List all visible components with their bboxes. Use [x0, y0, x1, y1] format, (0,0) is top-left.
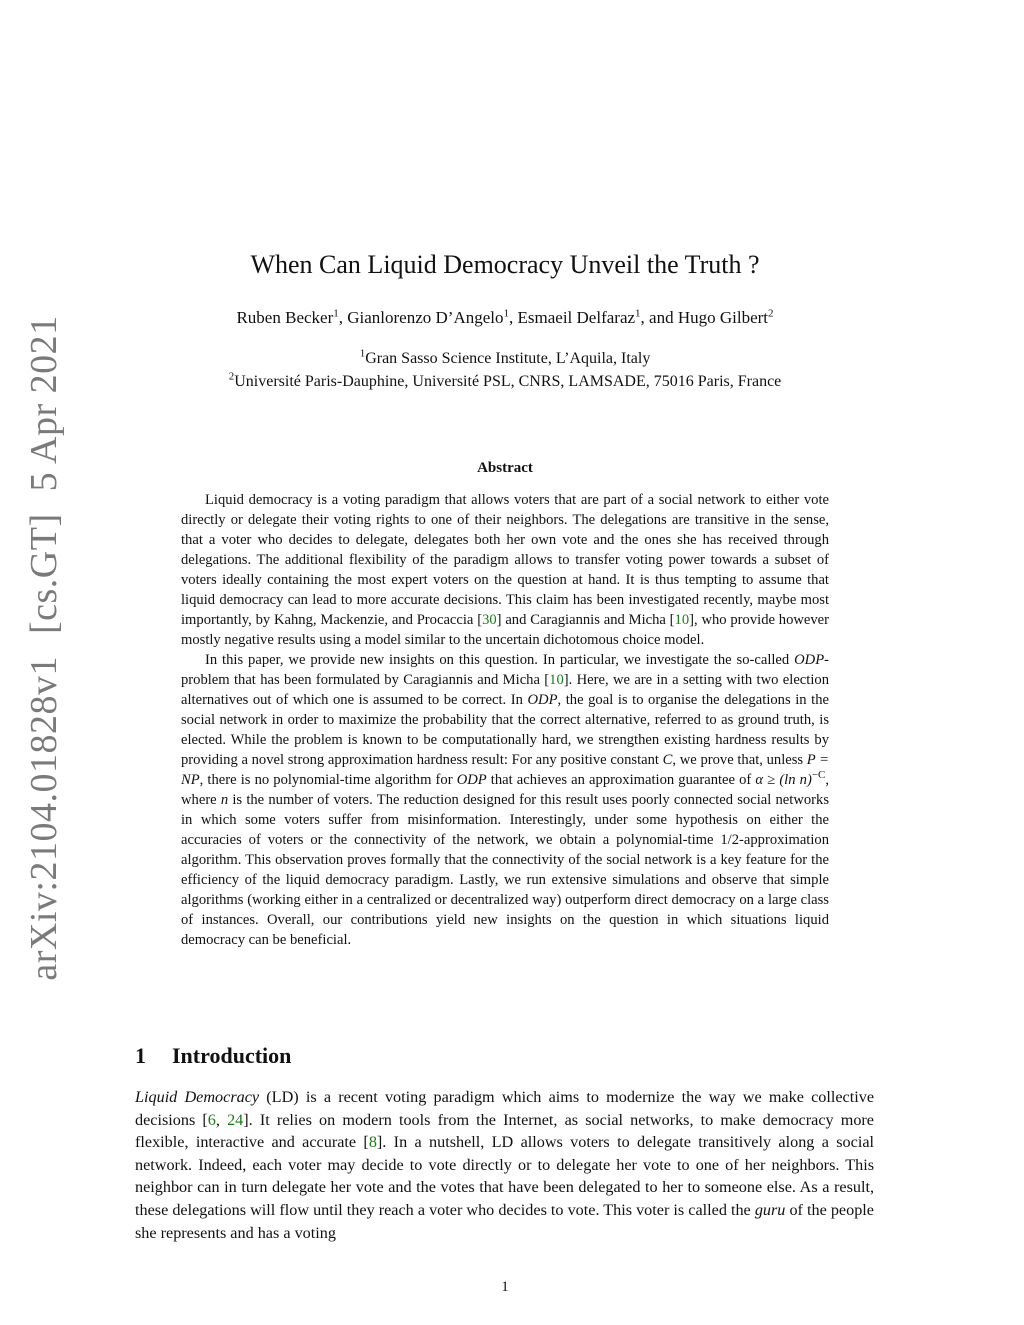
math-exponent: −C	[811, 769, 826, 782]
section-heading	[135, 1043, 291, 1069]
affiliation-text: Gran Sasso Science Institute, L’Aquila, Italy	[365, 350, 651, 367]
text-run: , we prove that, unless	[672, 752, 807, 768]
abstract-heading: Abstract	[477, 460, 533, 476]
author-list	[0, 305, 1010, 331]
citation-link[interactable]: 10	[674, 612, 690, 628]
text-run: In this paper, we provide new insights on this question. In particular, we investigate the so-called	[205, 652, 795, 668]
arxiv-side-stamp	[22, 315, 66, 980]
text-run: (LD) is a recent voting paradigm which aims to modernize the way we make collective decisions [	[135, 1088, 874, 1129]
author-separator: ,	[338, 308, 348, 327]
affiliation-line	[0, 347, 1010, 370]
arxiv-id: arXiv:2104.01828v1	[23, 656, 65, 981]
abstract-paragraph	[181, 650, 829, 950]
math-expression: P = NP	[181, 752, 829, 788]
author-separator: , and	[640, 308, 678, 327]
emphasis: ODP	[794, 652, 825, 668]
affiliation-number: 2	[228, 370, 235, 383]
text-run: ]. It relies on modern tools from the Internet, as social networks, to make democracy more flexible, interactive and accurate [	[135, 1110, 874, 1152]
text-run: ] and Caragiannis and Micha [	[496, 612, 675, 628]
abstract-paragraph	[181, 490, 829, 650]
body-paragraph	[135, 1086, 874, 1244]
arxiv-category: [cs.GT]	[23, 513, 65, 635]
section-title: Introduction	[172, 1043, 292, 1068]
citation-link[interactable]: 30	[482, 612, 497, 628]
math-expression: α ≥ (ln n)	[755, 772, 812, 788]
affiliation-list	[0, 347, 1010, 393]
author-separator: ,	[509, 308, 518, 327]
section-number: 1	[135, 1043, 146, 1068]
text-run: , the goal is to organise the delegations in the social network in order to maximize the probability that the correct alternative, referred to as ground truth, is elected. While the problem is known to be computationally hard, we strengthen existing hardness results by providing a novel strong approximation hardness result: For any positive constant	[181, 692, 829, 768]
author-affiliation-mark: 1	[503, 307, 510, 320]
emphasis: Liquid Democracy	[135, 1088, 260, 1106]
text-run: , where	[181, 772, 830, 808]
math-variable: C	[662, 752, 673, 768]
paper-title: When Can Liquid Democracy Unveil the Truth ?	[250, 250, 760, 279]
author-affiliation-mark: 1	[635, 307, 641, 320]
text-run: Liquid democracy is a voting paradigm that allows voters that are part of a social network to either vote directly or delegate their voting rights to one of their neighbors. The delegations are transitive in the sense, that a voter who decides to delegate, delegates both her own vote and the ones she has received through delegations. The additional flexibility of the paradigm allows to transfer voting power towards a subset of voters ideally containing the most expert voters on the question at hand. It is thus tempting to assume that liquid democracy can lead to more accurate decisions. This claim has been investigated recently, maybe most importantly, by Kahng, Mackenzie, and Procaccia [	[181, 492, 829, 628]
text-run: ,	[215, 1110, 228, 1129]
math-variable: n	[220, 792, 229, 808]
arxiv-date: 5 Apr 2021	[23, 315, 65, 492]
author-name: Ruben Becker	[236, 308, 334, 327]
affiliation-text: Université Paris-Dauphine, Université PSL, CNRS, LAMSADE, 75016 Paris, France	[234, 373, 782, 390]
affiliation-line	[0, 370, 1010, 393]
emphasis: ODP	[456, 772, 487, 788]
author-name: Esmaeil Delfaraz	[517, 308, 636, 327]
citation-link[interactable]: 8	[368, 1133, 377, 1152]
introduction-body	[135, 1086, 874, 1244]
text-run: is the number of voters. The reduction designed for this result uses poorly connected social networks in which some voters suffer from misinformation. Interestingly, under some hypothesis on either the accuracies of voters or the connectivity of the network, we obtain a polynomial-time 1/2-approximation algorithm. This observation proves formally that the connectivity of the social network is a key feature for the efficiency of the liquid democracy paradigm. Lastly, we run extensive simulations and observe that simple algorithms (working either in a centralized or decentralized way) outperform direct democracy on a large class of instances. Overall, our contributions yield new insights on the question in which situations liquid democracy can be beneficial.	[181, 792, 829, 948]
text-run: -problem that has been formulated by Caragiannis and Micha [	[181, 652, 829, 688]
emphasis: ODP	[527, 692, 558, 708]
text-run: ]. Here, we are in a setting with two election alternatives out of which one is assumed to be correct. In	[181, 672, 829, 708]
author-name: Gianlorenzo D’Angelo	[347, 308, 504, 327]
text-run: of the people she represents and has a voting	[135, 1200, 874, 1242]
author-name: Hugo Gilbert	[677, 308, 769, 327]
text-run: ]. In a nutshell, LD allows voters to delegate transitively along a social network. Indeed, each voter may decide to vote directly or to delegate her vote to one of her neighbors. This neighbor can in turn delegate her vote and the votes that have been delegated to her to someone else. As a result, these delegations will flow until they reach a voter who decides to vote. This voter is called the	[135, 1133, 874, 1219]
text-run: ], who provide however mostly negative results using a model similar to the uncertain dichotomous choice model.	[181, 612, 830, 648]
page-number: 1	[501, 1279, 509, 1295]
affiliation-number: 1	[359, 347, 366, 360]
emphasis: guru	[754, 1200, 786, 1219]
citation-link[interactable]: 10	[549, 672, 564, 688]
text-run: , there is no polynomial-time algorithm for	[199, 772, 457, 788]
author-affiliation-mark: 1	[333, 307, 339, 320]
abstract-body	[181, 490, 829, 950]
author-affiliation-mark: 2	[768, 307, 774, 320]
citation-link[interactable]: 24	[227, 1110, 244, 1129]
citation-link[interactable]: 6	[207, 1110, 216, 1129]
text-run: that achieves an approximation guarantee of	[486, 772, 756, 788]
